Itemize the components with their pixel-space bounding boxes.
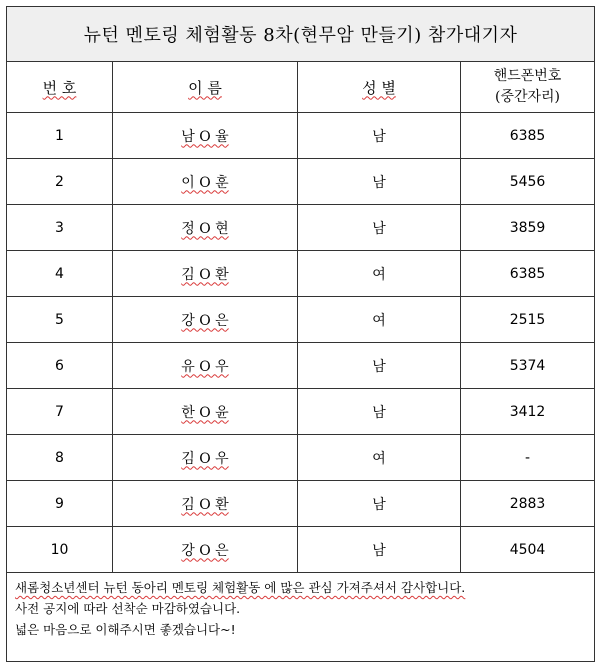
table-row	[7, 205, 595, 251]
row-phone: 5456	[461, 159, 595, 205]
row-number: 5	[7, 297, 113, 343]
row-gender: 여	[298, 435, 461, 481]
row-number: 1	[7, 113, 113, 159]
row-number: 10	[7, 527, 113, 573]
table-row	[7, 481, 595, 527]
row-name: 이 O 훈	[113, 159, 298, 205]
row-number: 4	[7, 251, 113, 297]
row-gender: 남	[298, 527, 461, 573]
table-row	[7, 113, 595, 159]
row-phone: -	[461, 435, 595, 481]
header-row	[7, 62, 595, 113]
note-line: 넓은 마음으로 이해주시면 좋겠습니다~!	[15, 622, 236, 637]
row-gender: 남	[298, 205, 461, 251]
row-gender: 여	[298, 297, 461, 343]
row-gender: 남	[298, 481, 461, 527]
row-name: 남 O 율	[113, 113, 298, 159]
row-phone: 3859	[461, 205, 595, 251]
row-number: 9	[7, 481, 113, 527]
row-gender: 남	[298, 343, 461, 389]
table-row	[7, 389, 595, 435]
header-phone: 핸드폰번호 (중간자리)	[461, 62, 595, 113]
row-name: 한 O 윤	[113, 389, 298, 435]
row-phone: 2883	[461, 481, 595, 527]
row-name: 정 O 현	[113, 205, 298, 251]
row-number: 8	[7, 435, 113, 481]
row-phone: 6385	[461, 113, 595, 159]
document	[6, 6, 594, 662]
row-gender: 여	[298, 251, 461, 297]
row-name: 강 O 은	[113, 297, 298, 343]
table-row	[7, 251, 595, 297]
header-name: 이 름	[113, 62, 298, 113]
row-phone: 3412	[461, 389, 595, 435]
table-title: 뉴턴 멘토링 체험활동 8차(현무암 만들기) 참가대기자	[7, 7, 595, 62]
row-name: 김 O 우	[113, 435, 298, 481]
row-number: 3	[7, 205, 113, 251]
row-number: 6	[7, 343, 113, 389]
table-row	[7, 297, 595, 343]
waitlist-table	[6, 6, 595, 662]
table-row	[7, 527, 595, 573]
row-phone: 6385	[461, 251, 595, 297]
row-name: 유 O 우	[113, 343, 298, 389]
row-phone: 5374	[461, 343, 595, 389]
row-phone: 4504	[461, 527, 595, 573]
row-gender: 남	[298, 389, 461, 435]
table-row	[7, 343, 595, 389]
table-row	[7, 435, 595, 481]
table-row	[7, 159, 595, 205]
row-phone: 2515	[461, 297, 595, 343]
row-name: 김 O 환	[113, 251, 298, 297]
note-line: 새롬청소년센터 뉴턴 동아리 멘토링 체험활동 에 많은 관심 가져주셔서 감사합니다.	[15, 580, 466, 595]
table-body	[7, 113, 595, 573]
note-line: 사전 공지에 따라 선착순 마감하였습니다.	[15, 601, 241, 616]
row-number: 2	[7, 159, 113, 205]
notes	[7, 573, 595, 662]
row-gender: 남	[298, 113, 461, 159]
row-number: 7	[7, 389, 113, 435]
row-name: 강 O 은	[113, 527, 298, 573]
row-name: 김 O 환	[113, 481, 298, 527]
header-gender: 성 별	[298, 62, 461, 113]
header-no: 번 호	[7, 62, 113, 113]
row-gender: 남	[298, 159, 461, 205]
